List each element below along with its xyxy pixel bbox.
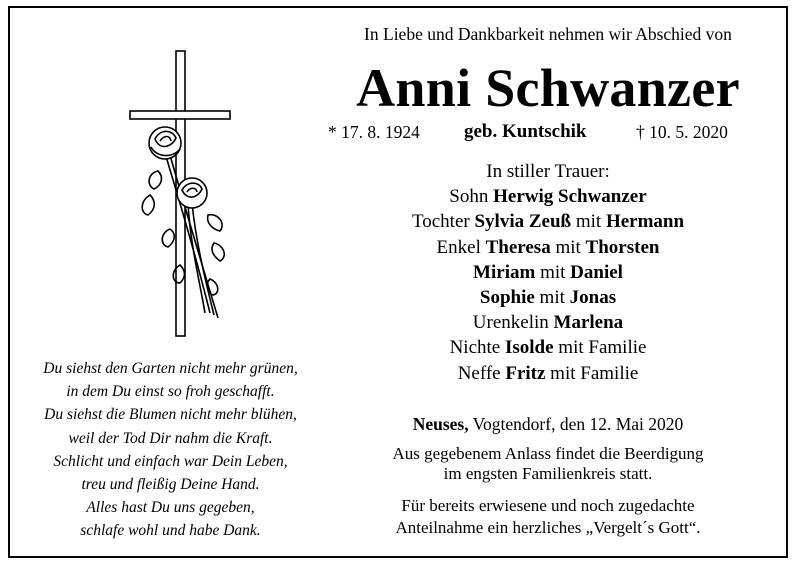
mourner-line [328,310,768,335]
poem-line: schlafe wohl und habe Dank. [80,522,261,540]
poem-line: in dem Du einst so froh geschafft. [66,383,275,401]
poem-line: treu und fleißig Deine Hand. [81,476,260,494]
mourner-relation: In stiller Trauer: [486,161,610,182]
mourner-name: Daniel [570,261,623,283]
mourner-name: Isolde [504,337,554,359]
mourner-relation: Tochter [411,211,475,233]
cross-with-roses-icon [110,43,240,343]
mourner-line [328,335,768,360]
poem-line: Du siehst die Blumen nicht mehr blühen, [44,406,297,424]
mourner-line [328,285,768,310]
mourner-relation: Nichte [449,337,505,359]
poem-line: Du siehst den Garten nicht mehr grünen, [43,360,298,377]
mourner-relation: mit [535,261,571,283]
mourner-relation: mit [550,236,586,258]
mourner-line [328,235,768,260]
place-town: Neuses, [412,414,469,434]
maiden-name: geb. Kuntschik [464,121,587,142]
mourner-relation: Neffe [457,362,506,384]
mourner-line [328,159,768,184]
mourner-name: Thorsten [585,236,660,258]
thanks-notice [328,495,768,539]
place-date [328,414,768,435]
mourner-name: Sophie [479,287,535,309]
thanks-line: Für bereits erwiesene und noch zugedachte [401,496,695,515]
mourner-name: Theresa [485,236,551,258]
poem-line: weil der Tod Dir nahm die Kraft. [68,429,273,447]
birth-date: * 17. 8. 1924 [328,122,420,142]
mourner-name: Herwig Schwanzer [493,186,647,208]
funeral-line: Aus gegebenem Anlass findet die Beerdigung [392,444,704,463]
poem [18,357,323,543]
mourner-line [328,209,768,234]
mourner-name: Jonas [569,287,617,309]
mourner-name: Marlena [553,312,624,334]
mourner-name: Hermann [605,211,685,233]
mourners-list [328,159,768,386]
mourner-name: Fritz [505,362,546,384]
deceased-name: Anni Schwanzer [356,58,740,118]
mourner-name: Miriam [473,261,536,283]
mourner-relation: mit [534,287,570,309]
mourner-relation: mit Familie [545,362,639,384]
thanks-line: Anteilnahme ein herzliches „Vergelt´s Gott“. [395,518,701,537]
intro-text: In Liebe und Dankbarkeit nehmen wir Abschied von [364,24,732,44]
mourner-line [328,361,768,386]
funeral-notice [328,444,768,484]
mourner-relation: Enkel [436,236,486,258]
mourner-line [328,184,768,209]
funeral-line: im engsten Familienkreis statt. [443,464,653,483]
mourner-relation: mit Familie [553,337,647,359]
poem-line: Alles hast Du uns gegeben, [86,499,255,517]
obituary-card [8,6,788,558]
place-rest: Vogtendorf, den 12. Mai 2020 [468,414,684,434]
mourner-line [328,260,768,285]
mourner-name: Sylvia Zeuß [474,211,572,233]
mourner-relation: Urenkelin [472,312,554,334]
mourner-relation: Sohn [449,186,494,208]
poem-line: Schlicht und einfach war Dein Leben, [53,452,288,470]
death-date: † 10. 5. 2020 [636,122,728,142]
mourner-relation: mit [571,211,606,233]
